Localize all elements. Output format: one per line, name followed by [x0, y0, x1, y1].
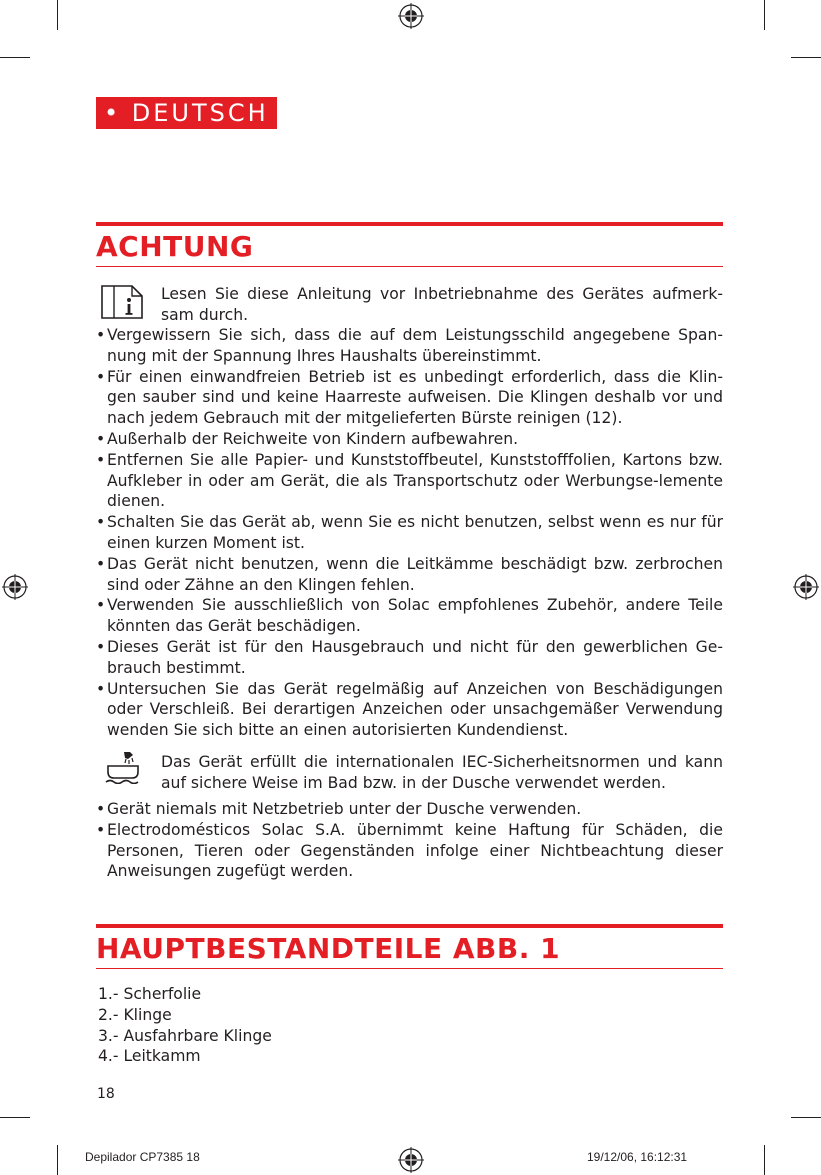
section-rule: [96, 266, 723, 267]
section-rule: [96, 924, 723, 928]
list-item: • Vergewissern Sie sich, dass die auf dem Leistungsschild angegebene Span-nung mit der Spannung Ihres Haushalts übereinstimmt.: [96, 325, 723, 367]
footer-timestamp: 19/12/06, 16:12:31: [587, 1150, 688, 1164]
list-item: 4.- Leitkamm: [98, 1047, 201, 1066]
list-item: • Für einen einwandfreien Betrieb ist es unbedingt erforderlich, dass die Klin-gen sauber sind und keine Haarreste aufweisen. Die Klingen deshalb vor und nach jedem Gebrauch mit der mitgelieferten Bürste reinigen (12).: [96, 367, 723, 429]
crop-mark: [791, 57, 821, 58]
registration-mark-icon: [398, 1147, 424, 1173]
list-item: • Dieses Gerät ist für den Hausgebrauch und nicht für den gewerblichen Ge-brauch bestimmt.: [96, 637, 723, 679]
language-tag: • DEUTSCH: [96, 97, 277, 129]
list-item: • Untersuchen Sie das Gerät regelmäßig auf Anzeichen von Beschädigungen oder Verschleiß. Bei derartigen Anzeichen oder unsachgemäßer Verwendung wenden Sie sich bitte an einen autorisierten Kundendienst.: [96, 679, 723, 741]
section-title-achtung: ACHTUNG: [96, 230, 254, 263]
info-manual-icon: [100, 284, 144, 320]
list-item: • Außerhalb der Reichweite von Kindern aufbewahren.: [96, 429, 723, 450]
registration-mark-icon: [398, 3, 424, 29]
list-item: 1.- Scherfolie: [98, 985, 202, 1003]
list-item: • Entfernen Sie alle Papier- und Kunststoffbeutel, Kunststofffolien, Kartons bzw. Aufkleber in oder am Gerät, die als Transportschutz oder Werbungse-lemente dienen.: [96, 450, 723, 512]
section-rule: [96, 222, 723, 226]
list-item: 3.- Ausfahrbare Klinge: [98, 1026, 272, 1045]
list-item: • Gerät niemals mit Netzbetrieb unter der Dusche verwenden.: [96, 799, 723, 820]
crop-mark: [57, 0, 58, 30]
registration-mark-icon: [793, 574, 819, 600]
parts-list: [98, 984, 272, 1067]
bath-shower-safe-icon: [104, 750, 142, 784]
warning-list-continued: [96, 799, 723, 882]
list-item: • Verwenden Sie ausschließlich von Solac empfohlenes Zubehör, andere Teile könnten das Gerät beschädigen.: [96, 595, 723, 637]
registration-mark-icon: [2, 574, 28, 600]
list-item: 2.- Klinge: [98, 1005, 172, 1024]
footer-file-label: Depilador CP7385 18: [85, 1150, 200, 1164]
crop-mark: [0, 57, 30, 58]
intro-note: Lesen Sie diese Anleitung vor Inbetriebnahme des Gerätes aufmerk-sam durch.: [161, 285, 723, 324]
warning-list: [96, 325, 723, 741]
crop-mark: [764, 1145, 765, 1175]
list-item: • Schalten Sie das Gerät ab, wenn Sie es nicht benutzen, selbst wenn es nur für einen kurzen Moment ist.: [96, 512, 723, 554]
page-number: 18: [97, 1086, 115, 1102]
crop-mark: [0, 1117, 30, 1118]
section-rule: [96, 968, 723, 969]
section-title-parts: HAUPTBESTANDTEILE ABB. 1: [96, 932, 561, 965]
crop-mark: [57, 1145, 58, 1175]
bath-safety-note: Das Gerät erfüllt die internationalen IEC-Sicherheitsnormen und kann auf sichere Weise im Bad bzw. in der Dusche verwendet werden.: [161, 753, 723, 792]
crop-mark: [764, 0, 765, 30]
list-item: • Das Gerät nicht benutzen, wenn die Leitkämme beschädigt bzw. zerbrochen sind oder Zähne an den Klingen fehlen.: [96, 554, 723, 596]
crop-mark: [791, 1117, 821, 1118]
list-item: • Electrodomésticos Solac S.A. übernimmt keine Haftung für Schäden, die Personen, Tieren oder Gegenständen infolge einer Nichtbeachtung dieser Anweisungen zugefügt werden.: [96, 820, 723, 882]
